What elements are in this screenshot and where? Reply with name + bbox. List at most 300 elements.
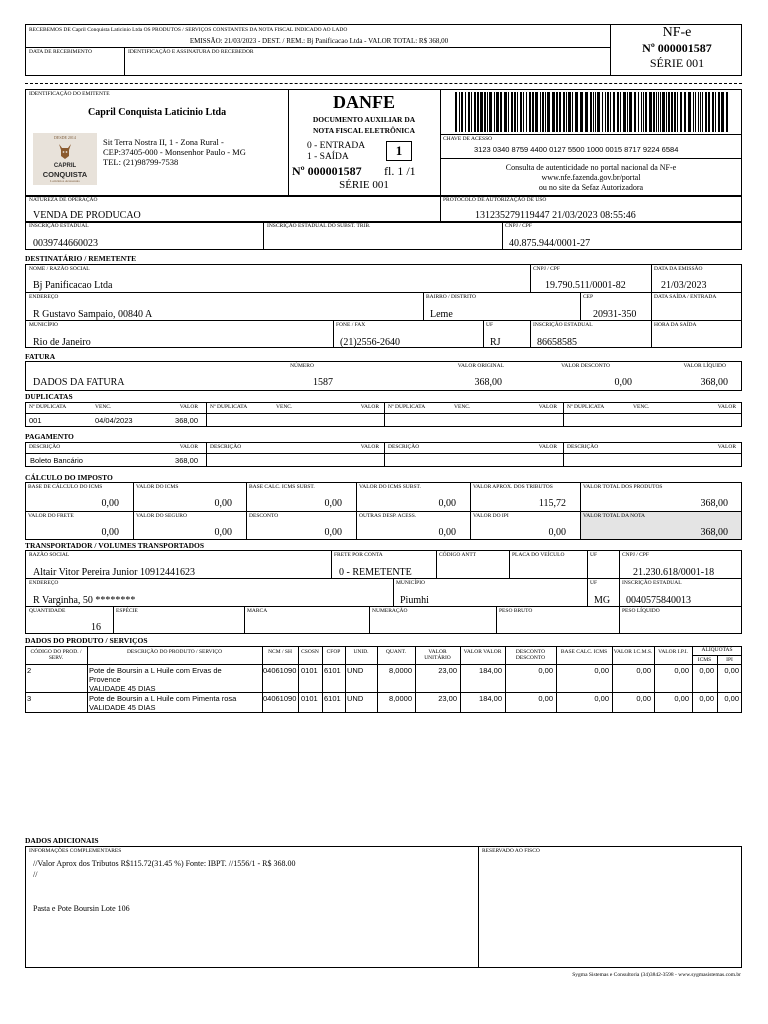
- danfe-title: DANFE: [333, 92, 395, 112]
- transp-endereco-label: ENDEREÇO: [29, 580, 59, 586]
- produto-header-csosn: CSOSN: [301, 649, 319, 655]
- pagamento-valor-header: VALOR: [717, 444, 736, 450]
- canhoto-recebemos: RECEBEMOS DE Capril Conquista Laticinio Ltda OS PRODUTOS / SERVIÇOS CONSTANTES DA NOTA FISCAL INDICADO AO LADO: [29, 27, 348, 33]
- barcode-bar: [607, 92, 609, 132]
- barcode-bar: [698, 92, 699, 132]
- logo-line1: CAPRIL: [53, 163, 77, 169]
- divider: [651, 264, 652, 348]
- canhoto-data-recebimento-label: DATA DE RECEBIMENTO: [29, 49, 93, 55]
- imposto-label: BASE DE CÁLCULO DO ICMS: [28, 484, 103, 490]
- ie-value: 0039744660023: [33, 238, 98, 249]
- chave-label: CHAVE DE ACESSO: [443, 136, 493, 142]
- barcode-bar: [718, 92, 720, 132]
- divider: [87, 646, 88, 713]
- dest-emissao-label: DATA DA EMISSÃO: [654, 266, 703, 272]
- pagamento-descricao: Boleto Bancário: [30, 456, 83, 465]
- fatura-valor-original: 368,00: [474, 377, 502, 388]
- chave-consulta3: ou no site da Sefaz Autorizadora: [538, 183, 644, 192]
- divider: [587, 550, 588, 606]
- barcode-bar: [721, 92, 724, 132]
- divider: [423, 292, 424, 320]
- emitente-address2: CEP:37405-000 - Monsenhor Paulo - MG: [103, 147, 246, 157]
- produto-codigo: 2: [27, 666, 32, 675]
- info-line1: //Valor Aprox dos Tributos R$115.72(31.45 %) Fonte: IBPT. //1556/1 - R$ 368.00: [33, 859, 296, 868]
- dest-municipio: Rio de Janeiro: [33, 337, 91, 348]
- barcode-bar: [520, 92, 522, 132]
- pagamento-descricao-header: DESCRIÇÃO: [29, 444, 61, 450]
- pagamento-section: PAGAMENTO: [25, 432, 74, 441]
- transp-quantidade: 16: [91, 622, 101, 633]
- fatura-valor-liquido: 368,00: [700, 377, 728, 388]
- barcode-bar: [559, 92, 561, 132]
- barcode-bar: [526, 92, 527, 132]
- barcode-bar: [613, 92, 615, 132]
- logo-bottom-text: Laticínios Artesanais: [50, 179, 80, 183]
- produto-desconto: 0,00: [538, 666, 553, 675]
- natureza-value: VENDA DE PRODUCAO: [33, 210, 141, 221]
- dest-uf: RJ: [490, 337, 501, 348]
- barcode-bar: [540, 92, 541, 132]
- duplicatas-section: DUPLICATAS: [25, 392, 73, 401]
- imposto-value: 368,00: [700, 527, 728, 538]
- divider: [322, 646, 323, 713]
- produto-vunit: 23,00: [438, 694, 457, 703]
- barcode-bar: [529, 92, 531, 132]
- dest-municipio-label: MUNICÍPIO: [29, 322, 59, 328]
- barcode-bar: [494, 92, 495, 132]
- duplicata-vencimento-header: VENC.: [95, 404, 112, 410]
- fatura-numero-label: NÚMERO: [290, 363, 314, 369]
- divider: [298, 646, 299, 713]
- barcode-bar: [504, 92, 507, 132]
- barcode-bar: [489, 92, 492, 132]
- imposto-label: VALOR TOTAL DOS PRODUTOS: [583, 484, 663, 490]
- barcode-bar: [542, 92, 544, 132]
- dest-emissao: 21/03/2023: [661, 280, 707, 291]
- produto-header-codigo: CÓDIGO DO PROD. / SERV.: [30, 649, 82, 661]
- produto-header-vunit: VALOR UNITÁRIO: [424, 649, 451, 661]
- emitente-cnpj-value: 40.875.944/0001-27: [509, 238, 591, 249]
- barcode-bar: [629, 92, 632, 132]
- divider: [483, 320, 484, 348]
- barcode-bar: [671, 92, 673, 132]
- produto-quant: 8,0000: [389, 666, 412, 675]
- dest-bairro-label: BAIRRO / DISTRITO: [426, 294, 477, 300]
- barcode-bar: [563, 92, 565, 132]
- divider: [440, 196, 441, 222]
- barcode-bar: [680, 92, 682, 132]
- transp-marca-label: MARCA: [247, 608, 268, 614]
- logo-line2: CONQUISTA: [42, 170, 88, 179]
- goat-icon: [55, 141, 75, 161]
- barcode-bar: [638, 92, 639, 132]
- imposto-value: 0,00: [324, 498, 342, 509]
- fatura-numero: 1587: [313, 377, 333, 388]
- cut-line: [25, 83, 742, 84]
- duplicata-numero-header: Nº DUPLICATA: [210, 404, 248, 410]
- produto-header-quant: QUANT.: [385, 649, 407, 655]
- divider: [263, 222, 264, 250]
- produto-header-aliq-icms: ICMS: [697, 657, 712, 663]
- produto-desconto: 0,00: [538, 694, 553, 703]
- barcode-bar: [662, 92, 665, 132]
- divider: [206, 442, 207, 467]
- transp-frete-label: FRETE POR CONTA: [334, 552, 383, 558]
- barcode-bar: [580, 92, 583, 132]
- duplicata-valor-header: VALOR: [717, 404, 736, 410]
- barcode-bar: [610, 92, 611, 132]
- danfe-saida: 1 - SAÍDA: [307, 152, 349, 162]
- barcode-bar: [595, 92, 596, 132]
- barcode-bar: [517, 92, 518, 132]
- produto-aicms: 0,00: [699, 694, 714, 703]
- dest-fone-label: FONE / FAX: [336, 322, 366, 328]
- barcode-bar: [708, 92, 710, 132]
- imposto-section: CÁLCULO DO IMPOSTO: [25, 473, 113, 482]
- barcode-bar: [532, 92, 534, 132]
- barcode-bar: [465, 92, 466, 132]
- fatura-valor-desconto: 0,00: [614, 377, 632, 388]
- barcode-bar: [617, 92, 619, 132]
- imposto-label: VALOR DO FRETE: [28, 513, 74, 519]
- produto-header-aliquotas: ALÍQUOTAS: [701, 647, 733, 653]
- imposto-label: VALOR DO IPI: [473, 513, 509, 519]
- danfe-entrada: 0 - ENTRADA: [307, 141, 366, 151]
- barcode-bar: [684, 92, 686, 132]
- transp-razao-label: RAZÃO SOCIAL: [29, 552, 70, 558]
- produto-header-base: BASE CALC. ICMS: [560, 649, 608, 655]
- produto-header-aliq-ipi: IPI: [726, 657, 733, 663]
- reservado-fisco-label: RESERVADO AO FISCO: [482, 848, 540, 854]
- barcode-bar: [653, 92, 655, 132]
- barcode-bar: [620, 92, 621, 132]
- transp-uf-label: UF: [590, 552, 598, 558]
- danfe-subtitle2: NOTA FISCAL ELETRÔNICA: [313, 126, 415, 135]
- produto-vicms: 0,00: [636, 666, 651, 675]
- barcode-bar: [627, 92, 628, 132]
- dest-bairro: Leme: [430, 309, 453, 320]
- transp-numeracao-label: NUMERAÇÃO: [372, 608, 408, 614]
- barcode-bar: [643, 92, 644, 132]
- danfe-numero: Nº 000001587: [292, 164, 362, 178]
- produto-descricao: Pote de Boursin a L Huile com Pimenta rosa: [89, 694, 237, 703]
- canhoto-nfe-label: NF-e: [662, 25, 692, 40]
- emitente-cnpj-label: CNPJ / CPF: [505, 223, 532, 229]
- duplicata-valor-header: VALOR: [538, 404, 557, 410]
- imposto-label: DESCONTO: [249, 513, 279, 519]
- imposto-value: 0,00: [101, 527, 119, 538]
- barcode-bar: [726, 92, 728, 132]
- barcode-bar: [702, 92, 703, 132]
- produto-header-unid: UNID.: [353, 649, 369, 655]
- imposto-value: 0,00: [438, 498, 456, 509]
- divider: [331, 550, 332, 578]
- pagamento-valor: 368,00: [175, 456, 198, 465]
- transp-razao: Altair Vitor Pereira Junior 10912441623: [33, 567, 195, 578]
- footer-credits: Sygma Sistemas e Consultoria (34)3842-3598 - www.sygmasistemas.com.br: [572, 972, 741, 978]
- produto-header-vicms: VALOR I.C.M.S.: [613, 649, 653, 655]
- produto-aicms: 0,00: [699, 666, 714, 675]
- produto-descricao: Pote de Boursin a L Huile com Ervas de: [89, 666, 222, 675]
- barcode-bar: [461, 92, 463, 132]
- divider: [113, 606, 114, 634]
- transportador-box: [25, 550, 742, 634]
- barcode-bar: [605, 92, 606, 132]
- barcode-bar: [547, 92, 550, 132]
- transp-peso-bruto-label: PESO BRUTO: [499, 608, 533, 614]
- barcode-bar: [468, 92, 470, 132]
- imposto-value: 0,00: [214, 498, 232, 509]
- divider: [563, 442, 564, 467]
- duplicata-vencimento-header: VENC.: [633, 404, 650, 410]
- produto-descricao: VALIDADE 45 DIAS: [89, 703, 156, 712]
- barcode-bar: [575, 92, 578, 132]
- produto-base: 0,00: [594, 666, 609, 675]
- duplicata-valor: 368,00: [175, 416, 198, 425]
- produto-aipi: 0,00: [724, 694, 739, 703]
- divider: [25, 664, 742, 665]
- imposto-value: 0,00: [101, 498, 119, 509]
- barcode-bar: [623, 92, 626, 132]
- duplicata-valor-header: VALOR: [179, 404, 198, 410]
- duplicata-numero-header: Nº DUPLICATA: [388, 404, 426, 410]
- barcode-bar: [500, 92, 502, 132]
- barcode-bar: [597, 92, 600, 132]
- ie-st-label: INSCRIÇÃO ESTADUAL DO SUBST. TRIB.: [267, 223, 371, 229]
- barcode-bar: [666, 92, 667, 132]
- divider: [440, 158, 742, 159]
- produto-vvalor: 184,00: [479, 694, 502, 703]
- divider: [580, 292, 581, 320]
- dest-ie-label: INSCRIÇÃO ESTADUAL: [533, 322, 593, 328]
- divider: [619, 550, 620, 634]
- barcode-bar: [496, 92, 499, 132]
- divider: [509, 550, 510, 578]
- barcode-bar: [474, 92, 476, 132]
- divider: [369, 606, 370, 634]
- duplicata-numero-header: Nº DUPLICATA: [29, 404, 67, 410]
- imposto-label: BASE CALC. ICMS SUBST.: [249, 484, 315, 490]
- divider: [530, 264, 531, 292]
- barcode-bar: [514, 92, 516, 132]
- fatura-descricao: DADOS DA FATURA: [33, 377, 125, 388]
- produto-vipi: 0,00: [674, 666, 689, 675]
- barcode-bar: [602, 92, 603, 132]
- divider: [244, 606, 245, 634]
- dest-cep: 20931-350: [593, 309, 637, 320]
- produto-cfop: 6101: [324, 694, 341, 703]
- pagamento-descricao-header: DESCRIÇÃO: [210, 444, 242, 450]
- barcode-bar: [556, 92, 558, 132]
- dest-cnpj: 19.790.511/0001-82: [545, 280, 626, 291]
- produto-base: 0,00: [594, 694, 609, 703]
- produtos-section: DADOS DO PRODUTO / SERVIÇOS: [25, 636, 148, 645]
- duplicata-vencimento-header: VENC.: [276, 404, 293, 410]
- transp-especie-label: ESPÉCIE: [116, 608, 138, 614]
- transp-municipio-label: MUNICÍPIO: [396, 580, 426, 586]
- barcode-bar: [523, 92, 524, 132]
- natureza-label: NATUREZA DE OPERAÇÃO: [29, 197, 98, 203]
- divider: [384, 442, 385, 467]
- barcode-bar: [477, 92, 479, 132]
- barcode-bar: [572, 92, 573, 132]
- barcode-bar: [695, 92, 696, 132]
- barcode-bar: [511, 92, 513, 132]
- fatura-section: FATURA: [25, 352, 56, 361]
- imposto-value: 0,00: [214, 527, 232, 538]
- imposto-label: VALOR DO SEGURO: [136, 513, 187, 519]
- dest-nome-label: NOME / RAZÃO SOCIAL: [29, 266, 90, 272]
- info-complementares-label: INFORMAÇÕES COMPLEMENTARES: [29, 848, 122, 854]
- canhoto-divider: [610, 24, 611, 76]
- divider: [436, 550, 437, 578]
- info-line2: //: [33, 870, 38, 879]
- transp-frete: 0 - REMETENTE: [339, 567, 412, 578]
- barcode-bar: [471, 92, 472, 132]
- transp-antt-label: CÓDIGO ANTT: [439, 552, 477, 558]
- canhoto-emissao-line: EMISSÃO: 21/03/2023 - DEST. / REM.: Bj Panificacao Ltda - VALOR TOTAL: R$ 368,00: [189, 37, 449, 45]
- barcode-bar: [593, 92, 594, 132]
- produto-vunit: 23,00: [438, 666, 457, 675]
- imposto-value: 0,00: [548, 527, 566, 538]
- barcode-bar: [705, 92, 707, 132]
- imposto-value: 0,00: [438, 527, 456, 538]
- danfe-subtitle1: DOCUMENTO AUXILIAR DA: [312, 115, 416, 124]
- barcode-bar: [645, 92, 647, 132]
- produto-cfop: 6101: [324, 666, 341, 675]
- barcode-bar: [700, 92, 701, 132]
- pagamento-descricao-header: DESCRIÇÃO: [567, 444, 599, 450]
- dest-endereco-label: ENDEREÇO: [29, 294, 59, 300]
- transp-municipio: Piumhi: [400, 595, 429, 606]
- barcode-bar: [566, 92, 567, 132]
- barcode-bar: [693, 92, 694, 132]
- produto-descricao: Provence: [89, 675, 121, 684]
- fatura-valor-desconto-label: VALOR DESCONTO: [561, 363, 610, 369]
- barcode-bar: [459, 92, 460, 132]
- produto-descricao: VALIDADE 45 DIAS: [89, 684, 156, 693]
- barcode-bar: [634, 92, 636, 132]
- duplicata-vencimento-header: VENC.: [454, 404, 471, 410]
- imposto-label: VALOR TOTAL DA NOTA: [583, 513, 646, 519]
- barcode-bar: [535, 92, 538, 132]
- barcode-bar: [649, 92, 652, 132]
- fatura-valor-original-label: VALOR ORIGINAL: [457, 363, 504, 369]
- fatura-box: [25, 361, 742, 391]
- barcode-bar: [712, 92, 714, 132]
- divider: [440, 134, 742, 135]
- divider: [717, 655, 718, 713]
- dest-hora-label: HORA DA SAÍDA: [654, 322, 697, 328]
- imposto-label: VALOR APROX. DOS TRIBUTOS: [473, 484, 553, 490]
- destinatario-box: [25, 264, 742, 348]
- barcode-bar: [508, 92, 509, 132]
- emitente-label: IDENTIFICAÇÃO DO EMITENTE: [29, 91, 110, 97]
- divider: [25, 606, 742, 607]
- barcode-bar: [484, 92, 486, 132]
- transp-placa-label: PLACA DO VEÍCULO: [512, 552, 565, 558]
- produto-header-vipi: VALOR I.P.I.: [658, 649, 688, 655]
- duplicata-vencimento: 04/04/2023: [95, 416, 133, 425]
- produto-codigo: 3: [27, 694, 32, 703]
- imposto-label: OUTRAS DESP. ACESS.: [359, 513, 417, 519]
- dest-nome: Bj Panificacao Ltda: [33, 280, 113, 291]
- transp-endereco: R Varginha, 50 ********: [33, 595, 136, 606]
- transp-uf2: MG: [594, 595, 611, 606]
- imposto-value: 115,72: [538, 498, 566, 509]
- produto-ncm: 04061090: [263, 694, 297, 703]
- barcode-bar: [677, 92, 678, 132]
- barcode-bar: [455, 92, 457, 132]
- dest-endereco: R Gustavo Sampaio, 00840 A: [33, 309, 153, 320]
- produto-quant: 8,0000: [389, 694, 412, 703]
- transp-cnpj: 21.230.618/0001-18: [633, 567, 715, 578]
- produto-header-ncm: NCM / SH: [268, 649, 292, 655]
- barcode-bar: [585, 92, 588, 132]
- dest-ie: 86658585: [537, 337, 577, 348]
- barcode-bar: [660, 92, 661, 132]
- barcode-bar: [688, 92, 691, 132]
- danfe-folha: fl. 1 /1: [384, 164, 416, 178]
- adicionais-section: DADOS ADICIONAIS: [25, 836, 99, 845]
- produto-csosn: 0101: [301, 694, 318, 703]
- imposto-label: VALOR DO ICMS SUBST.: [359, 484, 421, 490]
- divider: [25, 578, 742, 579]
- barcode-bar: [641, 92, 642, 132]
- divider: [333, 320, 334, 348]
- barcode-bar: [552, 92, 555, 132]
- transp-ie: 0040575840013: [626, 595, 691, 606]
- produto-header-descricao: DESCRIÇÃO DO PRODUTO / SERVIÇO: [126, 649, 223, 655]
- barcode-bar: [590, 92, 592, 132]
- chave-consulta1: Consulta de autenticidade no portal nacional da NF-e: [505, 163, 677, 172]
- ie-row: [25, 222, 742, 250]
- produto-unid: UND: [347, 666, 364, 675]
- divider: [25, 292, 742, 293]
- transp-cnpj-label: CNPJ / CPF: [622, 552, 649, 558]
- duplicata-valor-header: VALOR: [360, 404, 379, 410]
- transp-ie-label: INSCRIÇÃO ESTADUAL: [622, 580, 682, 586]
- divider: [206, 402, 207, 427]
- pagamento-valor-header: VALOR: [360, 444, 379, 450]
- barcode-bar: [545, 92, 546, 132]
- barcode-bar: [658, 92, 659, 132]
- produto-header-cfop: CFOP: [326, 649, 341, 655]
- transportador-section: TRANSPORTADOR / VOLUMES TRANSPORTADOS: [25, 541, 205, 550]
- duplicata-numero: 001: [29, 416, 42, 425]
- protocolo-label: PROTOCOLO DE AUTORIZAÇÃO DE USO: [443, 197, 547, 203]
- transp-peso-liquido-label: PESO LÍQUIDO: [622, 608, 660, 614]
- dest-uf-label: UF: [486, 322, 494, 328]
- barcode-bar: [487, 92, 488, 132]
- info-line3: Pasta e Pote Boursin Lote 106: [33, 904, 130, 913]
- danfe-tipo: 1: [386, 141, 412, 161]
- divider: [384, 402, 385, 427]
- emitente-phone: TEL: (21)98799-7538: [103, 157, 179, 167]
- canhoto-line: [25, 47, 610, 48]
- imposto-value: 0,00: [324, 527, 342, 538]
- imposto-value: 368,00: [700, 498, 728, 509]
- protocolo-value: 131235279119447 21/03/2023 08:55:46: [475, 210, 636, 221]
- fatura-valor-liquido-label: VALOR LÍQUIDO: [683, 363, 726, 369]
- divider: [530, 320, 531, 348]
- pagamento-valor-header: VALOR: [179, 444, 198, 450]
- divider: [563, 402, 564, 427]
- destinatario-section: DESTINATÁRIO / REMETENTE: [25, 254, 137, 263]
- pagamento-descricao-header: DESCRIÇÃO: [388, 444, 420, 450]
- transp-quantidade-label: QUANTIDADE: [29, 608, 66, 614]
- barcode-bar: [480, 92, 483, 132]
